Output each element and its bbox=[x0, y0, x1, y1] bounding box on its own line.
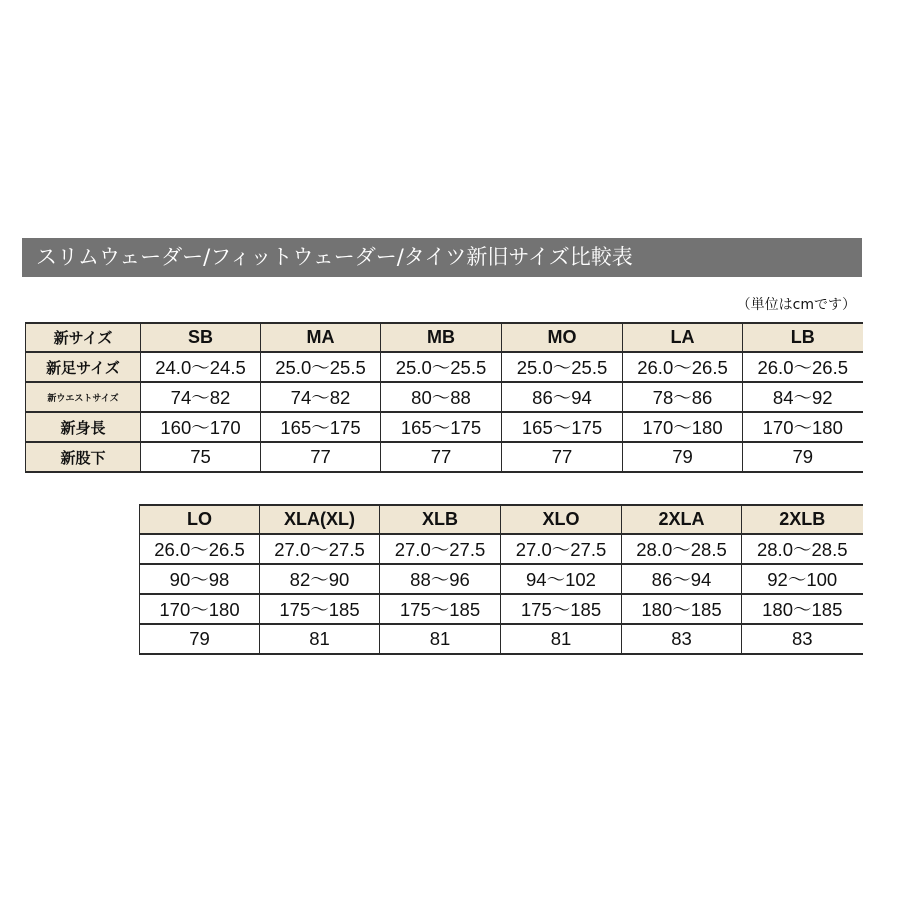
foot-cell: 27.0～27.5 bbox=[260, 534, 380, 564]
inseam-cell: 81 bbox=[260, 624, 380, 654]
waist-cell: 92～100 bbox=[742, 564, 863, 594]
inseam-cell: 83 bbox=[622, 624, 742, 654]
table-row-size bbox=[140, 505, 863, 534]
size-cell: MB bbox=[381, 323, 502, 352]
waist-cell: 86～94 bbox=[502, 382, 623, 412]
size-cell: XLA(XL) bbox=[260, 505, 380, 534]
unit-note: （単位はcmです） bbox=[736, 297, 856, 313]
table-row-waist bbox=[26, 382, 863, 412]
waist-cell: 74～82 bbox=[261, 382, 381, 412]
size-table-1 bbox=[25, 322, 863, 473]
foot-cell: 25.0～25.5 bbox=[261, 352, 381, 382]
table-row-foot bbox=[140, 534, 863, 564]
height-cell: 165～175 bbox=[381, 412, 502, 442]
table-row-height bbox=[26, 412, 863, 442]
height-cell: 170～180 bbox=[623, 412, 743, 442]
inseam-cell: 81 bbox=[501, 624, 622, 654]
height-cell: 180～185 bbox=[742, 594, 863, 624]
height-cell: 180～185 bbox=[622, 594, 742, 624]
inseam-cell: 81 bbox=[380, 624, 501, 654]
inseam-cell: 77 bbox=[502, 442, 623, 472]
row-label-foot: 新足サイズ bbox=[26, 352, 141, 382]
inseam-cell: 75 bbox=[141, 442, 261, 472]
height-cell: 165～175 bbox=[261, 412, 381, 442]
size-cell: LA bbox=[623, 323, 743, 352]
page-title: スリムウェーダー/フィットウェーダー/タイツ新旧サイズ比較表 bbox=[22, 238, 862, 277]
inseam-cell: 83 bbox=[742, 624, 863, 654]
row-label-inseam: 新股下 bbox=[26, 442, 141, 472]
row-label-height: 新身長 bbox=[26, 412, 141, 442]
inseam-cell: 77 bbox=[261, 442, 381, 472]
table-row-inseam bbox=[140, 624, 863, 654]
table-row-waist bbox=[140, 564, 863, 594]
foot-cell: 26.0～26.5 bbox=[743, 352, 863, 382]
size-cell: XLB bbox=[380, 505, 501, 534]
height-cell: 165～175 bbox=[502, 412, 623, 442]
size-cell: MA bbox=[261, 323, 381, 352]
row-label-size: 新サイズ bbox=[26, 323, 141, 352]
foot-cell: 27.0～27.5 bbox=[501, 534, 622, 564]
inseam-cell: 79 bbox=[140, 624, 260, 654]
height-cell: 170～180 bbox=[743, 412, 863, 442]
table-row-foot bbox=[26, 352, 863, 382]
table-row-size bbox=[26, 323, 863, 352]
height-cell: 175～185 bbox=[380, 594, 501, 624]
waist-cell: 78～86 bbox=[623, 382, 743, 412]
table-row-inseam bbox=[26, 442, 863, 472]
waist-cell: 80～88 bbox=[381, 382, 502, 412]
inseam-cell: 79 bbox=[623, 442, 743, 472]
waist-cell: 90～98 bbox=[140, 564, 260, 594]
size-table-2 bbox=[139, 504, 863, 655]
foot-cell: 24.0～24.5 bbox=[141, 352, 261, 382]
size-cell: SB bbox=[141, 323, 261, 352]
foot-cell: 27.0～27.5 bbox=[380, 534, 501, 564]
size-cell: XLO bbox=[501, 505, 622, 534]
height-cell: 170～180 bbox=[140, 594, 260, 624]
size-cell: LB bbox=[743, 323, 863, 352]
inseam-cell: 77 bbox=[381, 442, 502, 472]
height-cell: 175～185 bbox=[501, 594, 622, 624]
height-cell: 160～170 bbox=[141, 412, 261, 442]
waist-cell: 84～92 bbox=[743, 382, 863, 412]
size-cell: LO bbox=[140, 505, 260, 534]
waist-cell: 82～90 bbox=[260, 564, 380, 594]
waist-cell: 94～102 bbox=[501, 564, 622, 594]
foot-cell: 28.0～28.5 bbox=[742, 534, 863, 564]
foot-cell: 28.0～28.5 bbox=[622, 534, 742, 564]
height-cell: 175～185 bbox=[260, 594, 380, 624]
size-cell: 2XLA bbox=[622, 505, 742, 534]
size-cell: MO bbox=[502, 323, 623, 352]
waist-cell: 86～94 bbox=[622, 564, 742, 594]
foot-cell: 26.0～26.5 bbox=[140, 534, 260, 564]
foot-cell: 25.0～25.5 bbox=[381, 352, 502, 382]
size-cell: 2XLB bbox=[742, 505, 863, 534]
waist-cell: 88～96 bbox=[380, 564, 501, 594]
row-label-waist: 新ウエストサイズ bbox=[26, 382, 141, 412]
waist-cell: 74～82 bbox=[141, 382, 261, 412]
inseam-cell: 79 bbox=[743, 442, 863, 472]
table-row-height bbox=[140, 594, 863, 624]
foot-cell: 25.0～25.5 bbox=[502, 352, 623, 382]
foot-cell: 26.0～26.5 bbox=[623, 352, 743, 382]
